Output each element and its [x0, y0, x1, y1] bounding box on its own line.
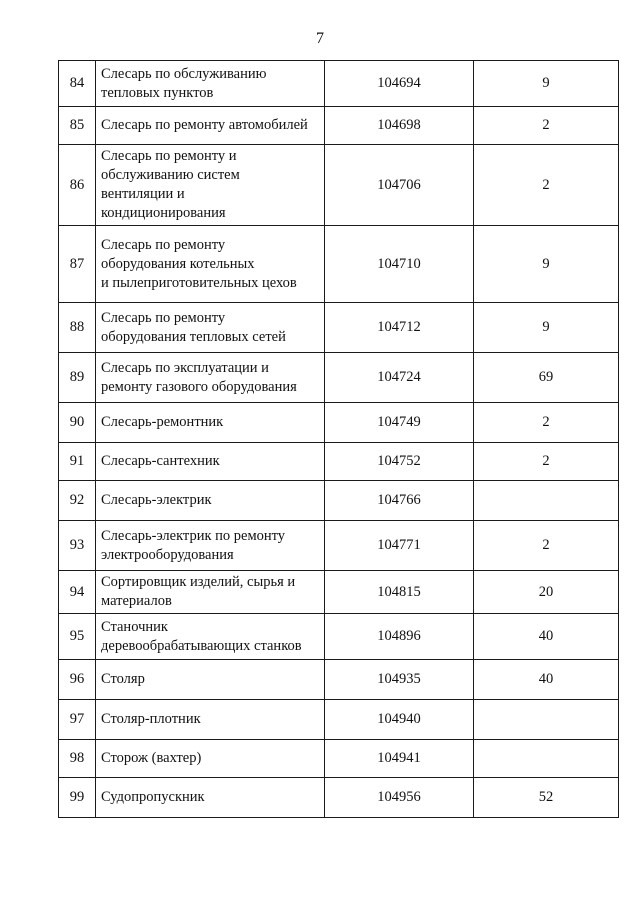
profession-code: 104896	[325, 614, 474, 660]
row-number: 92	[59, 481, 96, 521]
employee-count: 9	[474, 61, 619, 107]
employee-count: 20	[474, 571, 619, 614]
employee-count	[474, 481, 619, 521]
table-row	[59, 403, 619, 443]
row-number: 97	[59, 700, 96, 740]
profession-code: 104749	[325, 403, 474, 443]
profession-name: Судопропускник	[96, 778, 325, 818]
table-row	[59, 353, 619, 403]
table-row	[59, 145, 619, 226]
row-number: 87	[59, 226, 96, 303]
table-row	[59, 443, 619, 481]
profession-code: 104706	[325, 145, 474, 226]
profession-name: Слесарь по ремонту оборудования тепловых сетей	[96, 303, 325, 353]
profession-name: Слесарь по ремонту автомобилей	[96, 107, 325, 145]
table-row	[59, 521, 619, 571]
employee-count: 9	[474, 226, 619, 303]
table-row	[59, 481, 619, 521]
profession-code: 104935	[325, 660, 474, 700]
row-number: 89	[59, 353, 96, 403]
table-row	[59, 61, 619, 107]
profession-table-body	[59, 61, 619, 818]
profession-name: Слесарь-электрик по ремонту электрооборудования	[96, 521, 325, 571]
table-row	[59, 614, 619, 660]
page-number: 7	[316, 30, 324, 47]
table-row	[59, 778, 619, 818]
row-number: 95	[59, 614, 96, 660]
row-number: 98	[59, 740, 96, 778]
profession-code: 104712	[325, 303, 474, 353]
profession-code: 104724	[325, 353, 474, 403]
employee-count	[474, 740, 619, 778]
employee-count: 52	[474, 778, 619, 818]
profession-name: Слесарь по обслуживанию тепловых пунктов	[96, 61, 325, 107]
profession-name: Слесарь-ремонтник	[96, 403, 325, 443]
table-row	[59, 107, 619, 145]
row-number: 91	[59, 443, 96, 481]
table-row	[59, 303, 619, 353]
table-row	[59, 700, 619, 740]
employee-count: 69	[474, 353, 619, 403]
profession-name: Слесарь по эксплуатации и ремонту газового оборудования	[96, 353, 325, 403]
profession-code: 104956	[325, 778, 474, 818]
profession-name: Станочник деревообрабатывающих станков	[96, 614, 325, 660]
employee-count: 2	[474, 403, 619, 443]
employee-count	[474, 700, 619, 740]
employee-count: 2	[474, 107, 619, 145]
row-number: 85	[59, 107, 96, 145]
profession-code: 104694	[325, 61, 474, 107]
employee-count: 40	[474, 614, 619, 660]
employee-count: 2	[474, 443, 619, 481]
profession-code: 104698	[325, 107, 474, 145]
table-row	[59, 571, 619, 614]
employee-count: 40	[474, 660, 619, 700]
row-number: 93	[59, 521, 96, 571]
profession-name: Слесарь по ремонту и обслуживанию систем вентиляции и кондиционирования	[96, 145, 325, 226]
profession-name: Слесарь-электрик	[96, 481, 325, 521]
profession-name: Сторож (вахтер)	[96, 740, 325, 778]
profession-code: 104815	[325, 571, 474, 614]
row-number: 99	[59, 778, 96, 818]
table-row	[59, 740, 619, 778]
profession-code: 104710	[325, 226, 474, 303]
profession-code: 104766	[325, 481, 474, 521]
profession-name: Сортировщик изделий, сырья и материалов	[96, 571, 325, 614]
row-number: 90	[59, 403, 96, 443]
profession-name: Столяр	[96, 660, 325, 700]
profession-name: Столяр-плотник	[96, 700, 325, 740]
employee-count: 9	[474, 303, 619, 353]
row-number: 84	[59, 61, 96, 107]
profession-name: Слесарь-сантехник	[96, 443, 325, 481]
employee-count: 2	[474, 521, 619, 571]
table-row	[59, 660, 619, 700]
employee-count: 2	[474, 145, 619, 226]
profession-code: 104771	[325, 521, 474, 571]
row-number: 96	[59, 660, 96, 700]
row-number: 94	[59, 571, 96, 614]
profession-code: 104940	[325, 700, 474, 740]
table-row	[59, 226, 619, 303]
profession-table	[58, 60, 619, 818]
profession-name: Слесарь по ремонту оборудования котельных и пылеприготовительных цехов	[96, 226, 325, 303]
row-number: 88	[59, 303, 96, 353]
profession-code: 104941	[325, 740, 474, 778]
row-number: 86	[59, 145, 96, 226]
profession-code: 104752	[325, 443, 474, 481]
